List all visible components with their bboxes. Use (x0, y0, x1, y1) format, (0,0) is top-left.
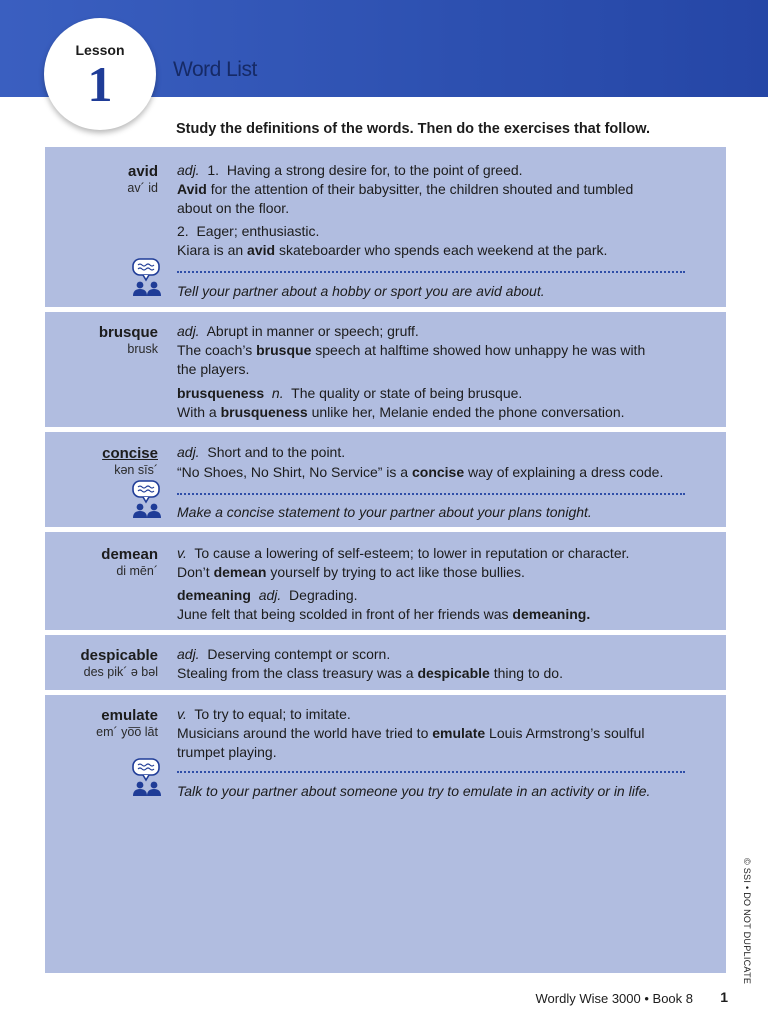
definition-line (177, 563, 525, 582)
vocab-word: demeaning (177, 587, 251, 603)
text-segment: Kiara is an (177, 242, 248, 258)
vocab-word: avid (247, 242, 276, 258)
dotted-divider (177, 493, 685, 495)
partner-prompt: Tell your partner about a hobby or sport you are avid about. (177, 283, 545, 299)
definition-line (177, 645, 390, 664)
pronunciation: em´ yo͞o lāt (96, 725, 158, 739)
definition-line (177, 322, 419, 341)
definition-line (177, 222, 319, 241)
part-of-speech: adj. (177, 162, 200, 178)
instructions: Study the definitions of the words. Then do the exercises that follow. (176, 121, 650, 137)
vocab-word: brusqueness (177, 385, 265, 401)
text-segment: The quality or state of being brusque. (283, 385, 523, 401)
vocab-word: brusqueness (220, 404, 308, 420)
partner-prompt: Make a concise statement to your partner about your plans tonight. (177, 504, 592, 520)
footer-brand: Wordly Wise 3000 • Book 8 (535, 991, 693, 1006)
speech-bubble-icon (133, 481, 159, 502)
text-segment: skateboarder who spends each weekend at the park. (275, 242, 608, 258)
definition-line (177, 664, 563, 683)
text-segment: thing to do. (489, 665, 563, 681)
text-segment: “No Shoes, No Shirt, No Service” is a (177, 464, 412, 480)
headword: avid (127, 163, 158, 180)
part-of-speech: adj. (177, 444, 200, 460)
text-segment: Louis Armstrong’s soulful (485, 725, 645, 741)
partner-prompt: Talk to your partner about someone you try to emulate in an activity or in life. (177, 783, 651, 799)
definition-line (177, 384, 522, 403)
definition-line (177, 544, 629, 563)
text-segment (264, 385, 272, 401)
text-segment: The coach’s (177, 342, 257, 358)
text-segment: Stealing from the class treasury was a (177, 665, 418, 681)
definition-line (177, 241, 607, 260)
pronunciation: brusk (127, 342, 158, 356)
entry-headword-block (102, 445, 158, 478)
definition-line (177, 705, 351, 724)
vocab-word: despicable (417, 665, 490, 681)
lesson-badge (44, 18, 156, 130)
lesson-label: Lesson (75, 42, 125, 58)
pronunciation: di mēn´ (116, 564, 158, 578)
definition-line (177, 341, 645, 360)
headword: demean (101, 546, 158, 563)
text-segment (251, 587, 259, 603)
headword: despicable (80, 647, 158, 664)
pronunciation: kən sīs´ (114, 463, 158, 477)
page-number: 1 (720, 989, 728, 1005)
text-segment: for the attention of their babysitter, the children shouted and tumbled (206, 181, 634, 197)
part-of-speech: v. (177, 706, 187, 722)
definition-line (177, 403, 625, 422)
text-segment: 2. Eager; enthusiastic. (177, 223, 320, 239)
text-segment: yourself by trying to act like those bullies. (266, 564, 525, 580)
text-segment: Deserving contempt or scorn. (199, 646, 391, 662)
entry-headword-block (99, 324, 158, 357)
part-of-speech: adj. (258, 587, 282, 603)
speech-bubble-icon (133, 259, 159, 280)
text-segment: Musicians around the world have tried to (177, 725, 433, 741)
text-segment: way of explaining a dress code. (464, 464, 664, 480)
lesson-number: 1 (87, 56, 113, 112)
text-segment: June felt that being scolded in front of her friends was (177, 606, 513, 622)
definition-line (177, 724, 644, 743)
part-of-speech: n. (271, 385, 284, 401)
vocab-word: Avid (177, 181, 207, 197)
entry-headword-block (101, 546, 158, 579)
dotted-divider (177, 271, 685, 273)
page-title: Word List (173, 58, 257, 81)
headword: emulate (101, 707, 158, 724)
dotted-divider (177, 771, 685, 773)
definition-line (177, 199, 289, 218)
partners-icon (133, 504, 161, 518)
entry-headword-block (96, 707, 158, 740)
vocab-word: emulate (432, 725, 486, 741)
partner-talk-icon (130, 758, 164, 798)
headword: concise (102, 445, 158, 462)
definition-line (177, 463, 663, 482)
speech-bubble-icon (133, 759, 159, 780)
text-segment: To cause a lowering of self-esteem; to lower in reputation or character. (186, 545, 630, 561)
text-segment: about on the floor. (177, 200, 290, 216)
part-of-speech: adj. (177, 323, 200, 339)
text-segment: 1. Having a strong desire for, to the point of greed. (199, 162, 523, 178)
vocab-word: demeaning. (512, 606, 591, 622)
text-segment: Abrupt in manner or speech; gruff. (199, 323, 419, 339)
text-segment: speech at halftime showed how unhappy he was with (311, 342, 646, 358)
entry-headword-block (127, 163, 158, 196)
partner-talk-icon (130, 480, 164, 520)
pronunciation: av´ id (127, 181, 158, 195)
definition-line (177, 360, 249, 379)
definition-line (177, 180, 633, 199)
definition-line (177, 605, 590, 624)
text-segment: Don’t (177, 564, 214, 580)
text-segment: Short and to the point. (199, 444, 346, 460)
text-segment: unlike her, Melanie ended the phone conversation. (307, 404, 625, 420)
text-segment: Degrading. (281, 587, 358, 603)
vocab-word: demean (213, 564, 267, 580)
partners-icon (133, 782, 161, 796)
text-segment: the players. (177, 361, 250, 377)
definition-line (177, 161, 523, 180)
part-of-speech: v. (177, 545, 187, 561)
vocab-word: brusque (256, 342, 312, 358)
partners-icon (133, 282, 161, 296)
definition-line (177, 743, 277, 762)
definition-line (177, 443, 345, 462)
partner-talk-icon (130, 258, 164, 298)
entry-headword-block (80, 647, 158, 680)
vocab-word: concise (411, 464, 465, 480)
text-segment: trumpet playing. (177, 744, 277, 760)
part-of-speech: adj. (177, 646, 200, 662)
pronunciation: des pik´ ə bəl (83, 665, 158, 679)
definition-line (177, 586, 358, 605)
text-segment: To try to equal; to imitate. (186, 706, 351, 722)
copyright-note: © SSI • DO NOT DUPLICATE (742, 858, 752, 985)
headword: brusque (98, 324, 158, 341)
text-segment: With a (177, 404, 221, 420)
